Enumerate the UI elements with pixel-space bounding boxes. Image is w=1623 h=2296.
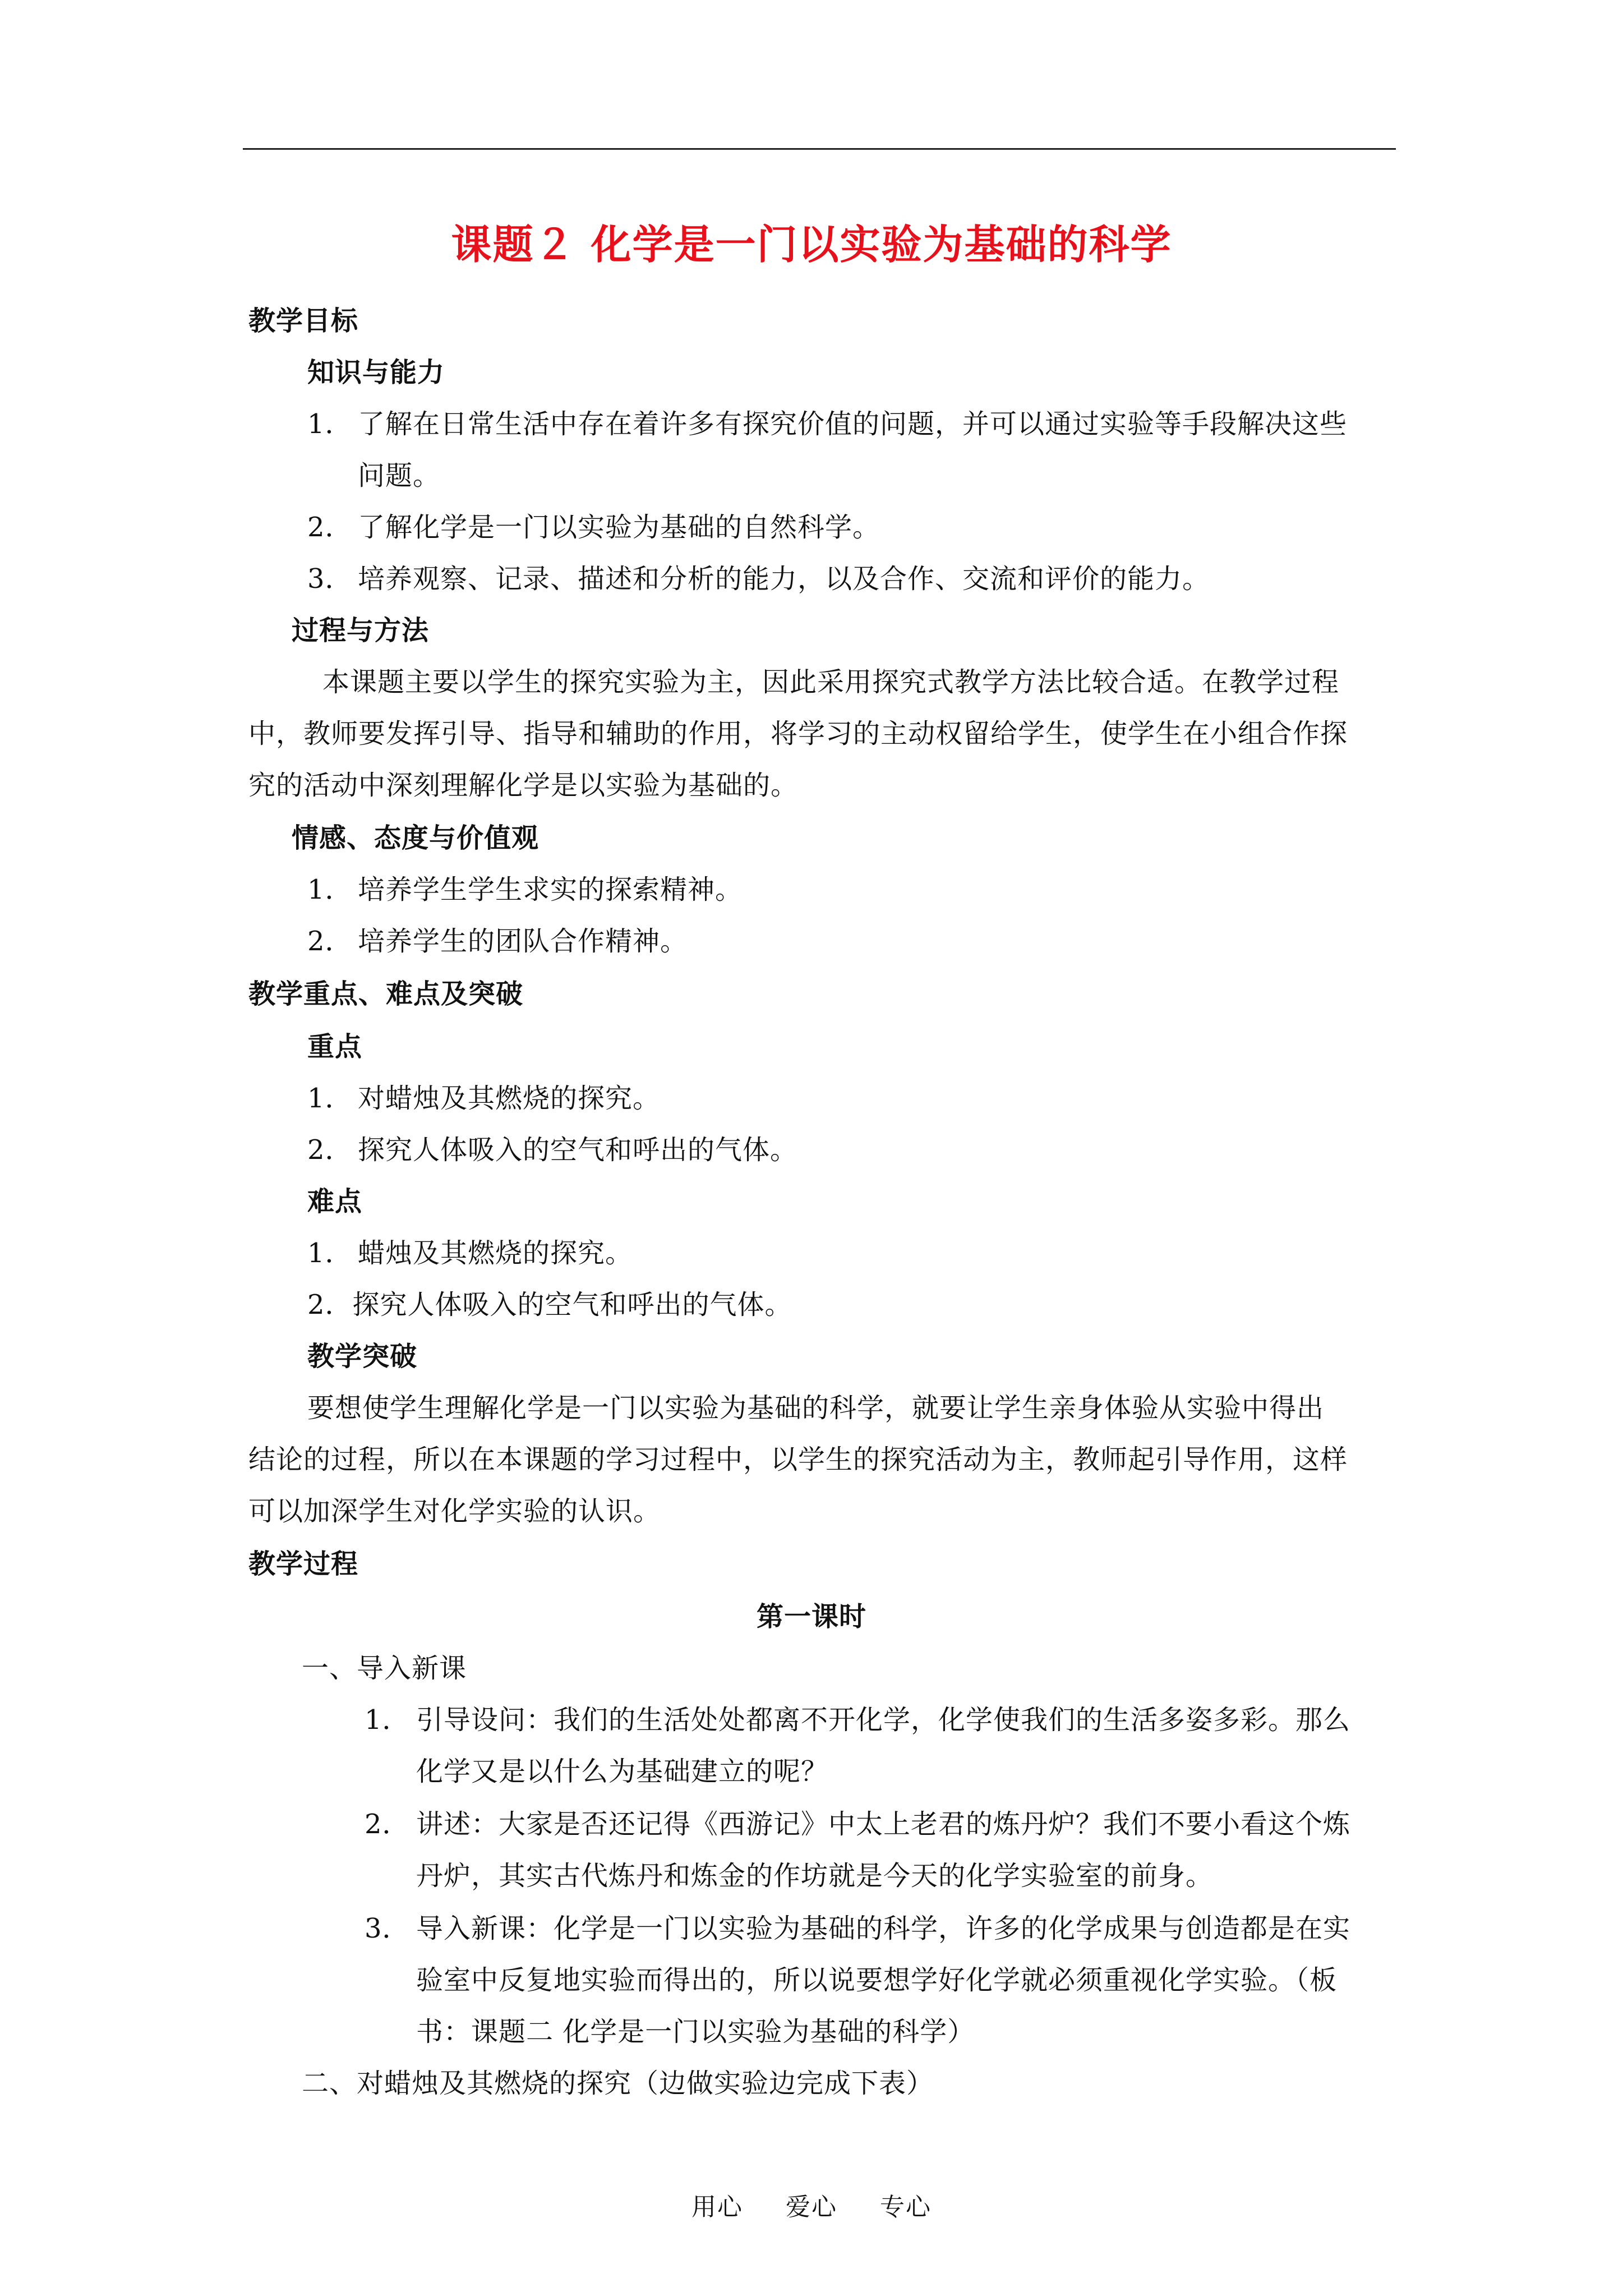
section-heading-objectives: 教学目标 (248, 305, 359, 337)
item-number: 2． (365, 1809, 410, 1840)
list-item (307, 1237, 633, 1269)
item-text: 探究人体吸入的空气和呼出的气体。 (352, 1289, 792, 1320)
item-number: 2． (307, 512, 353, 543)
item-text: 讲述：大家是否还记得《西游记》中太上老君的炼丹炉？我们不要小看这个炼 (416, 1809, 1351, 1840)
list-item (307, 408, 1348, 440)
paragraph-line: 究的活动中深刻理解化学是以实验为基础的。 (248, 770, 799, 801)
list-item-continuation: 化学又是以什么为基础建立的呢？ (416, 1756, 829, 1787)
item-text: 探究人体吸入的空气和呼出的气体。 (358, 1134, 798, 1166)
item-number: 1． (365, 1704, 410, 1736)
subheading-emotion: 情感、态度与价值观 (292, 822, 540, 854)
page-title: 课题２ 化学是一门以实验为基础的科学 (451, 220, 1172, 268)
item-number: 3． (365, 1913, 410, 1944)
footer-text: 爱心 (786, 2193, 837, 2221)
paragraph-line: 要想使学生理解化学是一门以实验为基础的科学，就要让学生亲身体验从实验中得出 (307, 1392, 1325, 1424)
page-footer (0, 2187, 1623, 2223)
list-item (307, 876, 743, 903)
subheading-process: 过程与方法 (292, 615, 430, 646)
item-text: 了解化学是一门以实验为基础的自然科学。 (358, 512, 880, 543)
item-text: 导入新课：化学是一门以实验为基础的科学，许多的化学成果与创造都是在实 (416, 1913, 1351, 1944)
list-item (307, 1134, 798, 1166)
list-item-continuation: 丹炉，其实古代炼丹和炼金的作坊就是今天的化学实验室的前身。 (416, 1860, 1214, 1892)
item-number: 2． (307, 1134, 353, 1166)
section-heading-key-points: 教学重点、难点及突破 (248, 978, 524, 1010)
section-heading-process: 教学过程 (248, 1548, 359, 1580)
list-item (307, 1085, 660, 1112)
footer-text: 专心 (880, 2193, 932, 2221)
item-text: 培养学生的团队合作精神。 (358, 926, 688, 957)
part-heading: 一、导入新课 (302, 1653, 467, 1684)
item-number: 3． (307, 563, 353, 595)
list-item-continuation: 书：课题二 化学是一门以实验为基础的科学） (416, 2016, 975, 2047)
item-text: 对蜡烛及其燃烧的探究。 (358, 1083, 661, 1114)
item-text: 引导设问：我们的生活处处都离不开化学，化学使我们的生活多姿多彩。那么 (416, 1704, 1351, 1736)
item-number: 1． (307, 1237, 353, 1269)
list-item (307, 928, 688, 955)
item-number: 1． (307, 408, 353, 440)
part-heading: 二、对蜡烛及其燃烧的探究（边做实验边完成下表） (302, 2068, 934, 2099)
paragraph-line: 中，教师要发挥引导、指导和辅助的作用，将学习的主动权留给学生，使学生在小组合作探 (248, 718, 1348, 749)
item-text: 培养观察、记录、描述和分析的能力，以及合作、交流和评价的能力。 (358, 563, 1210, 595)
list-item (365, 1915, 1350, 1942)
list-item (365, 1704, 1351, 1736)
subheading-knowledge: 知识与能力 (307, 357, 445, 388)
paragraph-line: 本课题主要以学生的探究实验为主，因此采用探究式教学方法比较合适。在教学过程 (322, 666, 1340, 698)
list-item-continuation: 问题。 (358, 460, 441, 491)
subheading-breakthrough: 教学突破 (307, 1341, 418, 1372)
list-item (307, 514, 880, 541)
list-item (307, 1291, 792, 1318)
list-item-continuation: 验室中反复地实验而得出的，所以说要想学好化学就必须重视化学实验。（板 (416, 1964, 1338, 1996)
item-number: 2． (307, 926, 353, 957)
item-number: 1． (307, 1083, 353, 1114)
item-text: 蜡烛及其燃烧的探究。 (358, 1237, 633, 1269)
item-number: 1． (307, 874, 353, 905)
list-item (307, 563, 1210, 595)
subheading-focus: 重点 (307, 1031, 363, 1062)
paragraph-line: 结论的过程，所以在本课题的学习过程中，以学生的探究活动为主，教师起引导作用，这样 (248, 1444, 1348, 1475)
subheading-difficulty: 难点 (307, 1186, 363, 1217)
paragraph-line: 可以加深学生对化学实验的认识。 (248, 1496, 661, 1527)
lesson-heading: 第一课时 (756, 1601, 866, 1632)
header-rule (243, 148, 1396, 150)
footer-text: 用心 (691, 2193, 743, 2221)
item-number: 2． (307, 1289, 353, 1320)
list-item (365, 1811, 1350, 1838)
item-text: 了解在日常生活中存在着许多有探究价值的问题，并可以通过实验等手段解决这些 (358, 408, 1348, 440)
item-text: 培养学生学生求实的探索精神。 (358, 874, 743, 905)
